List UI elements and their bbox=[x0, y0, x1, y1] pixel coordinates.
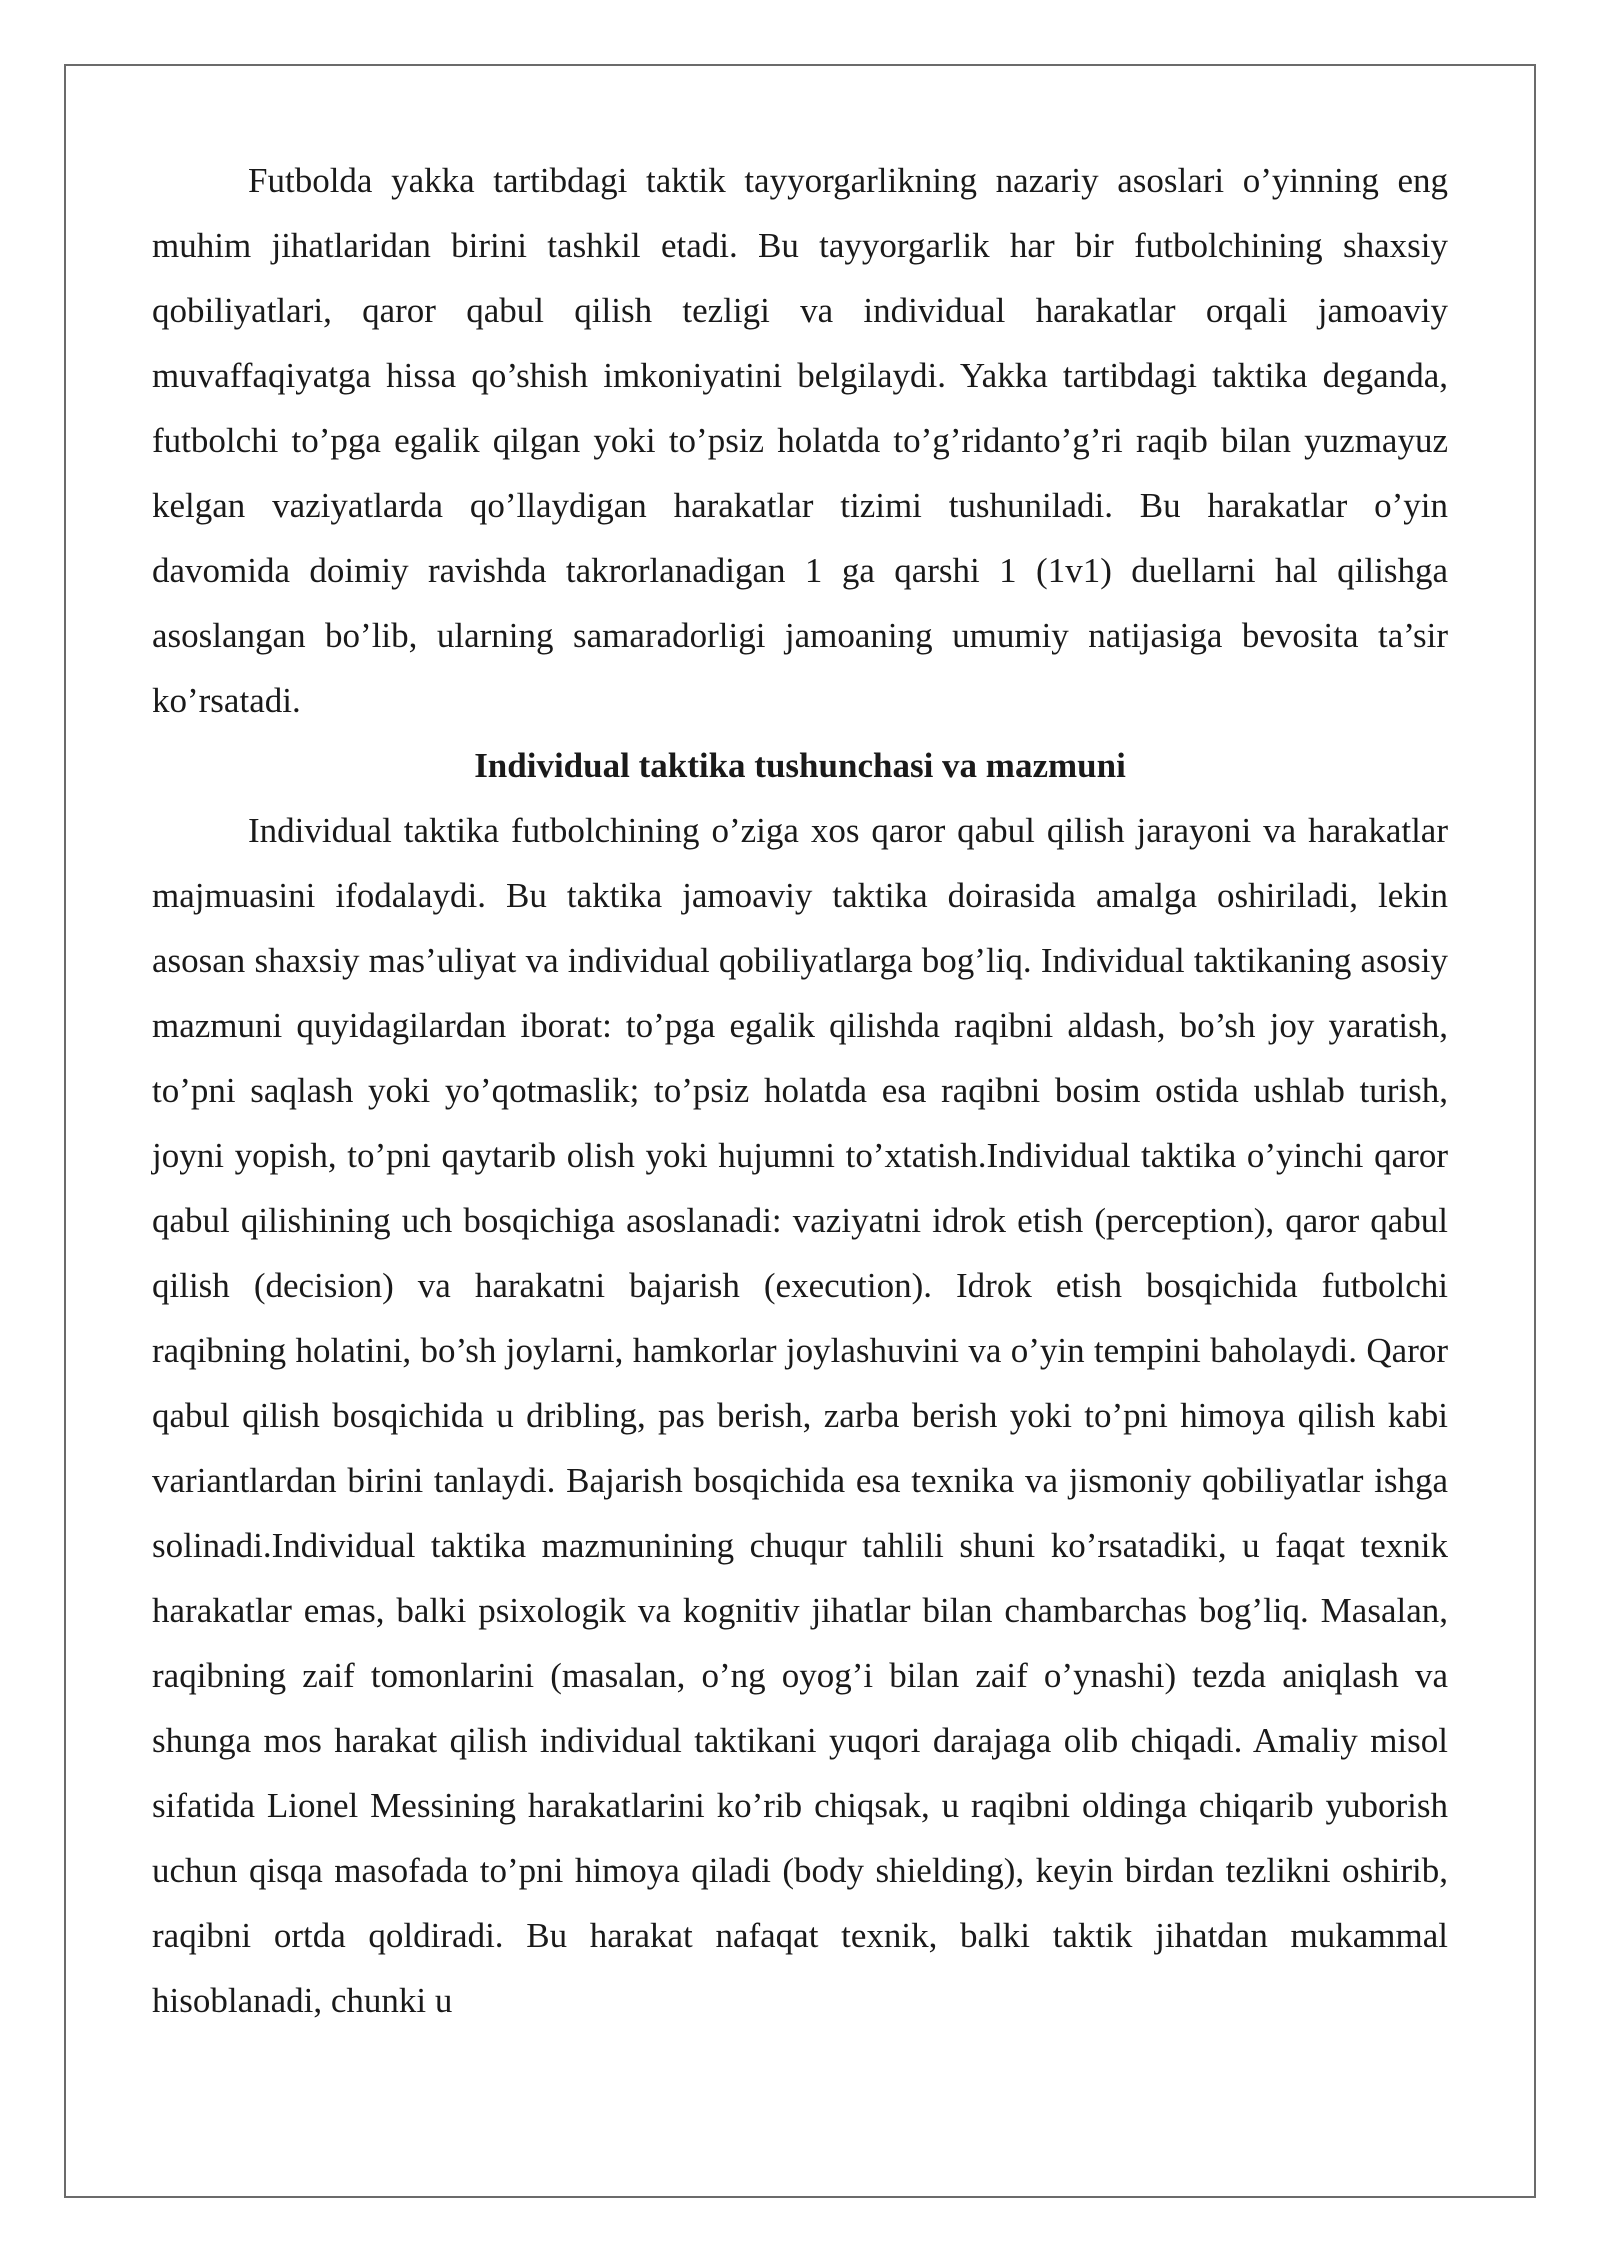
paragraph-individual-tactics: Individual taktika futbolchining o’ziga xos qaror qabul qilish jarayoni va harakatlar majmuasini ifodalaydi. Bu taktika jamoaviy taktika doirasida amalga oshiriladi, lekin asosan shaxsiy mas’uliyat va individual qobiliyatlarga bog’liq. Individual taktikaning asosiy mazmuni quyidagilardan iborat: to’pga egalik qilishda raqibni aldash, bo’sh joy yaratish, to’pni saqlash yoki yo’qotmaslik; to’psiz holatda esa raqibni bosim ostida ushlab turish, joyni yopish, to’pni qaytarib olish yoki hujumni to’xtatish.Individual taktika o’yinchi qaror qabul qilishining uch bosqichiga asoslanadi: vaziyatni idrok etish (perception), qaror qabul qilish (decision) va harakatni bajarish (execution). Idrok etish bosqichida futbolchi raqibning holatini, bo’sh joylarni, hamkorlar joylashuvini va o’yin tempini baholaydi. Qaror qabul qilish bosqichida u dribling, pas berish, zarba berish yoki to’pni himoya qilish kabi variantlardan birini tanlaydi. Bajarish bosqichida esa texnika va jismoniy qobiliyatlar ishga solinadi.Individual taktika mazmunining chuqur tahlili shuni ko’rsatadiki, u faqat texnik harakatlar emas, balki psixologik va kognitiv jihatlar bilan chambarchas bog’liq. Masalan, raqibning zaif tomonlarini (masalan, o’ng oyog’i bilan zaif o’ynashi) tezda aniqlash va shunga mos harakat qilish individual taktikani yuqori darajaga olib chiqadi. Amaliy misol sifatida Lionel Messining harakatlarini ko’rib chiqsak, u raqibni oldinga chiqarib yuborish uchun qisqa masofada to’pni himoya qiladi (body shielding), keyin birdan tezlikni oshirib, raqibni ortda qoldiradi. Bu harakat nafaqat texnik, balki taktik jihatdan mukammal hisoblanadi, chunki u bbox=[152, 811, 1448, 2020]
section-heading: Individual taktika tushunchasi va mazmuni bbox=[474, 746, 1126, 785]
document-body bbox=[152, 148, 1448, 2033]
paragraph-intro: Futbolda yakka tartibdagi taktik tayyorgarlikning nazariy asoslari o’yinning eng muhim jihatlaridan birini tashkil etadi. Bu tayyorgarlik har bir futbolchining shaxsiy qobiliyatlari, qaror qabul qilish tezligi va individual harakatlar orqali jamoaviy muvaffaqiyatga hissa qo’shish imkoniyatini belgilaydi. Yakka tartibdagi taktika deganda, futbolchi to’pga egalik qilgan yoki to’psiz holatda to’g’ridanto’g’ri raqib bilan yuzmayuz kelgan vaziyatlarda qo’llaydigan harakatlar tizimi tushuniladi. Bu harakatlar o’yin davomida doimiy ravishda takrorlanadigan 1 ga qarshi 1 (1v1) duellarni hal qilishga asoslangan bo’lib, ularning samaradorligi jamoaning umumiy natijasiga bevosita ta’sir ko’rsatadi. bbox=[152, 161, 1448, 720]
